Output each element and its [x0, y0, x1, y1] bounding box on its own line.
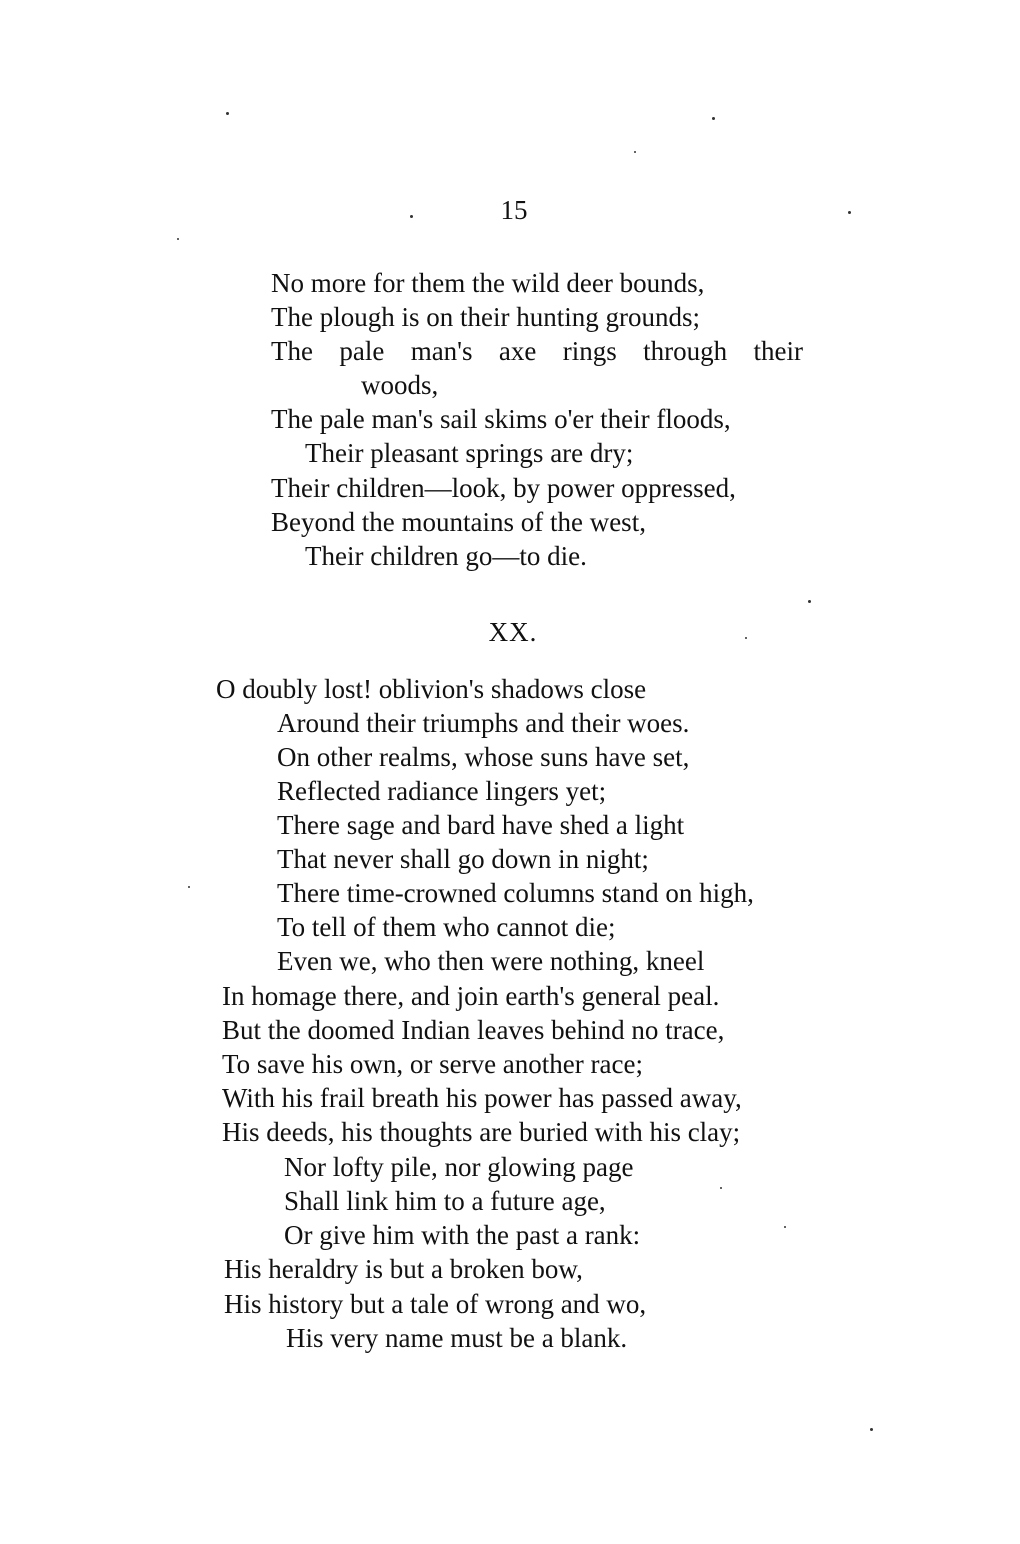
poem-line-indented: Around their triumphs and their woes. — [277, 708, 690, 738]
poem-line-justified — [271, 334, 803, 368]
poem-line: His heraldry is but a broken bow, — [224, 1254, 583, 1284]
print-speck — [712, 117, 715, 120]
poem-line-indented: His very name must be a blank. — [286, 1323, 628, 1353]
print-speck — [188, 886, 190, 888]
print-speck — [226, 112, 229, 115]
print-speck — [870, 1428, 873, 1431]
print-speck — [720, 1187, 722, 1189]
word: The — [271, 336, 313, 366]
poem-line-indented: To tell of them who cannot die; — [277, 912, 616, 942]
poem-line-indented: There sage and bard have shed a light — [277, 810, 685, 840]
poem-line-indented: Nor lofty pile, nor glowing page — [284, 1152, 634, 1182]
poem-line: Their children—look, by power oppressed, — [271, 473, 736, 503]
poem-line: But the doomed Indian leaves behind no trace, — [222, 1015, 725, 1045]
poem-line: O doubly lost! oblivion's shadows close — [216, 674, 647, 704]
word: axe — [498, 336, 537, 366]
poem-line-indented: On other realms, whose suns have set, — [277, 742, 690, 772]
poem-line-indented: That never shall go down in night; — [277, 844, 649, 874]
poem-line: The pale man's sail skims o'er their floods, — [271, 404, 731, 434]
word: through — [643, 336, 728, 366]
word: their — [753, 336, 803, 366]
poem-line-indented: Their children go—to die. — [305, 541, 587, 571]
poem-line-indented: Their pleasant springs are dry; — [305, 438, 634, 468]
word: rings — [562, 336, 617, 366]
section-heading: XX. — [488, 617, 538, 647]
word: man's — [410, 336, 473, 366]
page-number: 15 — [500, 195, 528, 225]
print-speck — [808, 600, 811, 603]
poem-line: In homage there, and join earth's general peal. — [222, 981, 720, 1011]
poem-line-indented: Shall link him to a future age, — [284, 1186, 606, 1216]
print-speck — [177, 238, 179, 240]
poem-line: His history but a tale of wrong and wo, — [224, 1289, 647, 1319]
print-speck — [634, 151, 636, 153]
word: pale — [339, 336, 385, 366]
poem-line: His deeds, his thoughts are buried with his clay; — [222, 1117, 741, 1147]
poem-line: To save his own, or serve another race; — [222, 1049, 643, 1079]
poem-line: No more for them the wild deer bounds, — [271, 268, 705, 298]
poem-line: The plough is on their hunting grounds; — [271, 302, 700, 332]
poem-line-indented: Even we, who then were nothing, kneel — [277, 946, 705, 976]
poem-line: Beyond the mountains of the west, — [271, 507, 646, 537]
poem-line: With his frail breath his power has passed away, — [222, 1083, 742, 1113]
poem-line-indented: Or give him with the past a rank: — [284, 1220, 641, 1250]
poem-line-indented: There time-crowned columns stand on high, — [277, 878, 754, 908]
poem-line-indented: Reflected radiance lingers yet; — [277, 776, 607, 806]
print-speck — [784, 1226, 786, 1228]
poem-line-continuation: woods, — [361, 370, 439, 400]
